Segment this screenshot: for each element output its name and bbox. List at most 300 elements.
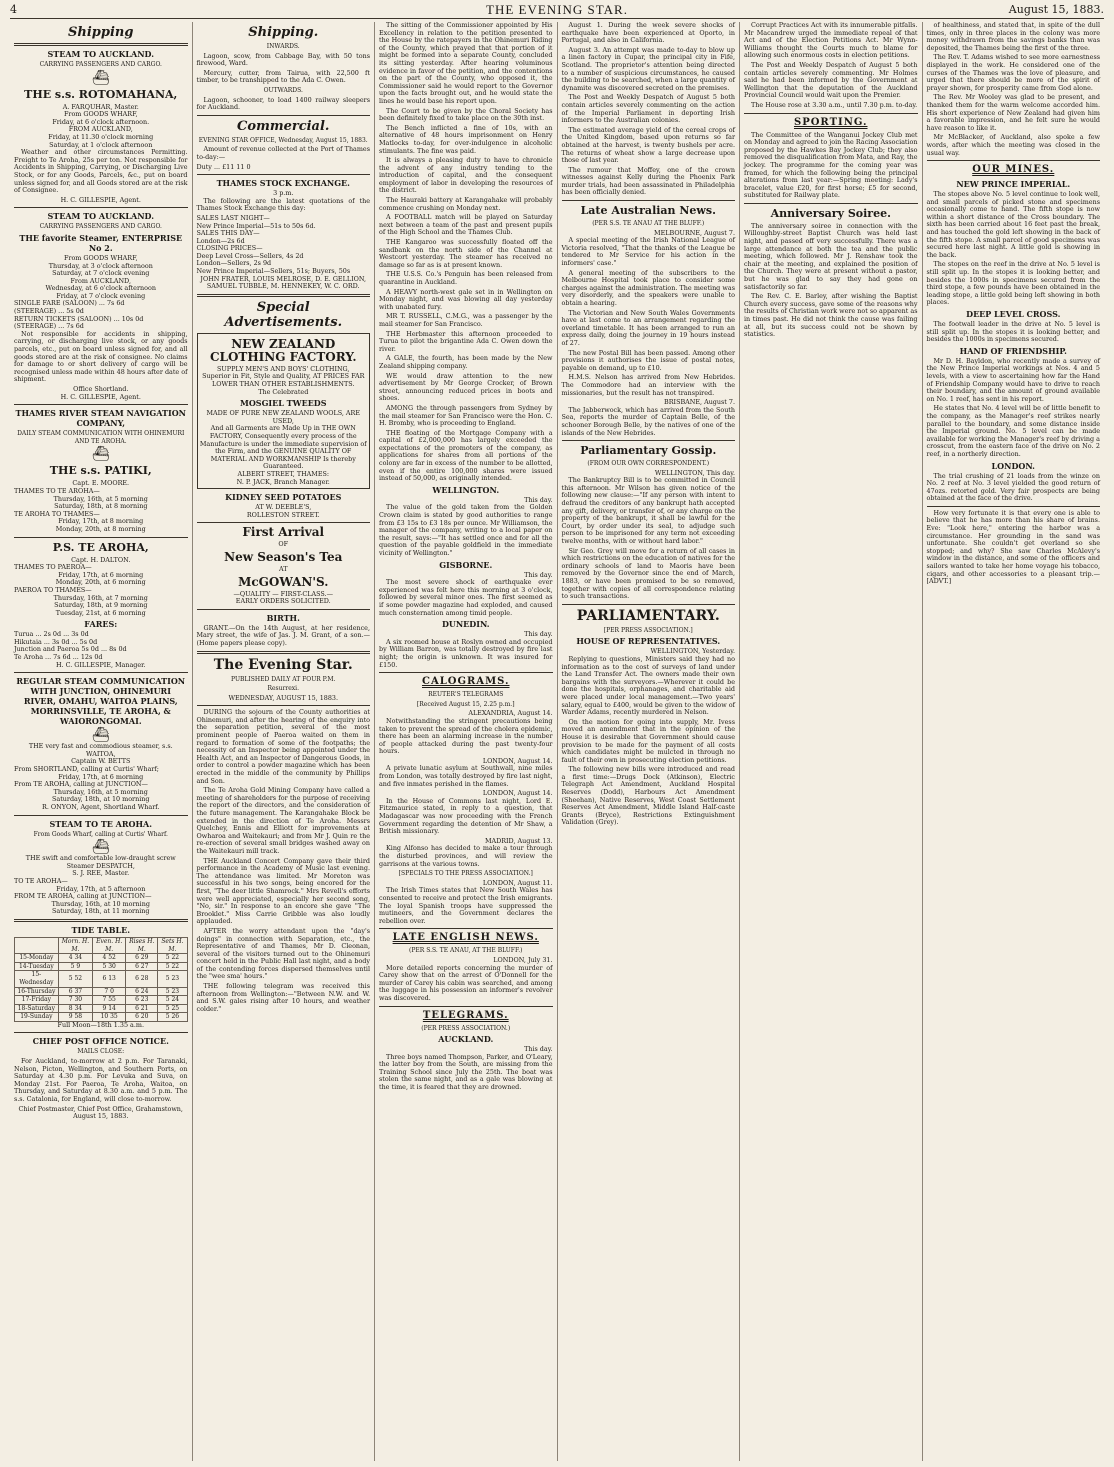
mine-heading: NEW PRINCE IMPERIAL. (956, 179, 1071, 190)
telegram-text: The value of the gold taken from the Golden Crown claim is stated by good authorities to range from £3 15s to £3 18s per ounce. Mr Williamson, the manager of the company, writing to a local paper on the result, says:—"It has settled once and for all the question of the payable goldfield in the immediate vicinity of Wellington." (379, 503, 553, 557)
article-text: The following new bills were introduced and read a first time:—Drugs Dock (Atkinson), Electric Telegraph Act Amendment, Auckland Hospital Reserves (Dodd), Harbours Act Amendment (Sheehan), Native Reserves, West Coast Settlement Reserves Act Amendment, Middle Island Half-caste Grants (Bryce), Restrictions Extinguishment Validation (Grey). (561, 765, 735, 827)
fare-line: Hikutaia ... 3s 0d ... 5s 0d (14, 637, 98, 646)
divider (14, 919, 188, 922)
telegram-text: Notwithstanding the stringent precautions being taken to prevent the spread of the cholera epidemic, there has been an alarming increase in the number of people attacked during the past twenty-four hours. (379, 716, 553, 756)
article-text: Lagoon, scow, from Cabbage Bay, with 50 tons firewood, Ward. (196, 51, 370, 68)
exchange-line: SALES THIS DAY— (196, 229, 260, 238)
divider (197, 651, 371, 654)
divider (562, 200, 736, 201)
table-cell: 6 28 (126, 971, 158, 987)
schedule-line: Thursday, 16th, at 5 morning (53, 494, 148, 503)
article-text: AMONG the through passengers from Sydney by the mail steamer for San Francisco were the Hon. C. H. Bromby, who is proceeding to England. (379, 403, 553, 428)
article-text: On the motion for going into supply, Mr. Ivess moved an amendment that in the opinion of the House it is desirable that Government should cause provision to be made for the payment of all costs which candidates might be mulcted in through no fault of their own in prosecuting election petitions. (561, 717, 735, 764)
section-heading-australian-news: Late Australian News. (580, 204, 716, 218)
divider (14, 43, 188, 46)
schedule-line: TO TE AROHA— (14, 876, 68, 885)
ad-tea-line: EARLY ORDERS SOLICITED. (235, 597, 331, 606)
exchange-line: SALES LAST NIGHT— (196, 213, 270, 222)
article-text: THE U.S.S. Co.'s Penguin has been released from quarantine in Auckland. (379, 270, 553, 286)
table-cell: 6 37 (58, 987, 92, 996)
divider (197, 522, 371, 523)
article-text: Mr D. H. Bayldon, who recently made a survey of the New Prince Imperial workings at Nos. 4 and 5 levels, with a view to ascertaining how far the Hand of Friendship Company would have to drive to reach their boundary, and the amount of ground available on No. 1 reef, has sent in his report. (926, 356, 1100, 403)
exchange-line: Deep Level Cross—Sellers, 4s 2d (196, 251, 304, 260)
article-text: The Committee of the Wanganui Jockey Club met on Monday and agreed to join the Racing Association proposed by the Hawkes Bay Jockey Club; they also removed the disqualification from Mata, and Ray, the jockey. The programme for the coming year was framed, for which the following being the principal alterations from last year:—Spring meeting: Lady's bracelet, value £20, for first horse; £5 for second, substituted for Railway plate. (744, 130, 918, 200)
fares-heading: FARES: (84, 619, 118, 630)
table-cell: 4 34 (58, 954, 92, 963)
article-text: THE Herbmaster this afternoon proceeded to Turua to pilot the brigantine Ada C. Owen down the river. (379, 329, 553, 353)
table-cell: 4 52 (93, 954, 126, 963)
telegram-text: The Irish Times states that New South Wales has consented to receive and protect the Irish emigrants. The loyal Spanish troops have suppressed the mutineers, and the Government declares the rebellion over. (379, 886, 553, 925)
article-text: August 1. During the week severe shocks of earthquake have been experienced at Oporto, in Portugal, and also in California. (561, 22, 735, 45)
section-heading-shipping: Shipping. (248, 25, 319, 40)
schedule-line: Saturday, 18th, at 11 morning (52, 907, 150, 916)
column-header: Rises H. M. (126, 937, 158, 953)
ship-name: P.S. TE AROHA, (52, 540, 149, 554)
ad-line: The Celebrated (258, 387, 309, 396)
post-notice-text: For Auckland, to-morrow at 2 p.m. For Taranaki, Nelson, Picton, Wellington, and Southern Ports, on Saturday at 4.30 p.m. For Levuka and Suva, on Monday 21st. For Paeroa, Te Aroha, Waitoa, on Thursday, and Saturday at 8.30 a.m. and 5 p.m. The s.s. Catalonia, for England, will close to-morrow. (14, 1057, 188, 1104)
table-row (15, 971, 188, 987)
dateline-day: This day. (524, 630, 553, 639)
birth-notice: GRANT.—On the 14th August, at her residence, Mary street, the wife of Jas. J. M. Grant, of a son.—(Home papers please copy). (196, 623, 370, 647)
divider (744, 203, 918, 204)
table-cell: 6 23 (126, 996, 158, 1005)
article-text: The Rev. Mr Wooley was glad to be present, and thanked them for the warm welcome accorded him. His short experience of New Zealand had given him a favorable impression, and he felt sure he would have reason to like it. (926, 93, 1100, 132)
dateline: ALEXANDRIA, August 14. (468, 709, 553, 718)
article-text: A HEAVY north-west gale set in in Wellington on Monday night, and was blowing all day yesterday with unabated fury. (379, 287, 553, 311)
schedule-line: Friday, at 11.30 o'clock morning (48, 132, 154, 141)
ship-master: A. FARQUHAR, Master. (62, 102, 139, 111)
dateline: DUNEDIN. (441, 619, 490, 630)
table-cell: 15-Monday (15, 954, 59, 963)
ad-line: AT W. DEEBLE'S, (255, 503, 312, 512)
table-cell: 6 13 (93, 971, 126, 987)
steamship-icon: ⛴ (91, 446, 110, 463)
schedule-line: From SHORTLAND, calling at Curtis' Wharf; (14, 765, 159, 774)
table-cell: 5 52 (58, 971, 92, 987)
table-cell: 6 27 (126, 962, 158, 971)
article-text: H.M.S. Nelson has arrived from New Hebrides. The Commodore had an interview with the missionaries, but the result has not transpired. (561, 373, 735, 397)
divider (14, 815, 188, 816)
table-cell: 6 20 (126, 1013, 158, 1022)
schedule-line: Saturday, 18th, at 8 morning (54, 502, 148, 511)
ship-name: THE very fast and commodious steamer, s.s. WAITOA, (28, 742, 173, 758)
schedule-line: Saturday, 18th, at 10 morning (52, 795, 150, 804)
paper-nameplate: The Evening Star. (213, 656, 353, 673)
ship-master: S. J. REE, Master. (72, 869, 130, 878)
ship-name: THE s.s. PATIKI, (49, 464, 152, 478)
fare-line: Turua ... 2s 0d ... 3s 0d (14, 630, 89, 639)
steamship-icon: ⛴ (91, 69, 110, 86)
schedule-line: Tuesday, 21st, at 6 morning (55, 608, 146, 617)
dateline: LONDON, July 31. (493, 955, 553, 964)
article-text: of healthiness, and stated that, in spite of the dull times, only in three places in the colony was more money withdrawn from the savings banks than was deposited, the Thames being the first of the three. (926, 22, 1100, 52)
dateline: BRISBANE, August 7. (664, 398, 735, 407)
article-text: The trial crushing of 21 loads from the winze on No. 2 reef at No. 3 level yielded the good return of 47ozs. retorted gold. Very fair prospects are being obtained at the face of the drive. (926, 471, 1100, 503)
ship-name: THE favorite Steamer, ENTERPRISE No 2. (19, 232, 183, 253)
divider (197, 115, 371, 116)
schedule-line: Monday, 20th, at 6 morning (55, 578, 146, 587)
table-cell: 15-Wednesday (15, 971, 59, 987)
dateline: LONDON, August 14. (482, 756, 553, 765)
exchange-line: London—2s 6d (196, 236, 245, 245)
calograms-source: REUTER'S TELEGRAMS (428, 691, 504, 699)
table-cell: 16-Thursday (15, 987, 59, 996)
fare-line: SINGLE FARE (SALOON) ... 7s 6d (14, 299, 125, 308)
brokers: JOHN FRATER, LOUIS MELROSE, D. E. GELLION, SAMUEL TUBBLE, M. HENNEKEY, W. C. ORD. (200, 274, 367, 291)
table-cell: 10 35 (93, 1013, 126, 1022)
schedule-line: From AUCKLAND, (70, 276, 131, 285)
section-heading-shipping: Shipping (68, 25, 134, 40)
ad-clothing-factory (197, 333, 371, 489)
schedule-line: Saturday, 18th, at 9 morning (54, 601, 148, 610)
dateline-day: This day. (524, 1045, 553, 1054)
ad-subtitle: CARRYING PASSENGERS AND CARGO. (39, 61, 162, 68)
schedule-line: Friday, at 6 o'clock afternoon. (52, 117, 150, 126)
table-cell: 5 25 (158, 1004, 187, 1013)
commercial-subtitle: EVENING STAR OFFICE, Wednesday, August 15, 1883. (198, 136, 368, 144)
dateline: MELBOURNE, August 7. (654, 228, 735, 237)
article-text: The new Postal Bill has been passed. Among other provisions it authorises the issue of postal notes, payable on demand, up to £10. (561, 348, 735, 372)
article-text: The estimated average yield of the cereal crops of the United Kingdom, based upon returns so far obtained at the harvest, is twenty bushels per acre. The returns of wheat show a large decrease upon those of last year. (561, 125, 735, 165)
schedule-line: Friday, at 7 o'clock evening (56, 291, 146, 300)
mine-heading: DEEP LEVEL CROSS. (966, 309, 1061, 319)
page-number: 4 (10, 3, 17, 16)
post-notice-signature: Chief Postmaster, Chief Post Office, Grahamstown, August 15, 1883. (18, 1104, 183, 1121)
table-cell: 5 22 (158, 962, 187, 971)
divider (744, 113, 918, 114)
telegram-text: In the House of Commons last night, Lord E. Fitzmaurice stated, in reply to a question, that Madagascar was now proceeding with the French Government regarding the detention of Mr Shaw, a British missionary. (379, 796, 553, 836)
column-header (15, 937, 59, 953)
dateline-day: This day. (524, 495, 553, 504)
table-cell: 14-Tuesday (15, 962, 59, 971)
exchange-time: 3 p.m. (273, 189, 294, 198)
article-text: The Victorian and New South Wales Governments have at last come to an arrangement regarding the overland timetable. It has been arranged to run an express daily, doing the journey in 19 hours instead of 27. (561, 308, 735, 347)
schedule-line: Monday, 20th, at 8 morning (55, 524, 146, 533)
issue-date: August 15, 1883. (1008, 3, 1104, 16)
ad-line: MADE OF PURE NEW ZEALAND WOOLS, ARE USED, (206, 409, 361, 425)
dateline: WELLINGTON, This day. (654, 468, 735, 477)
schedule-line: Thursday, 16th, at 5 morning (53, 787, 148, 796)
columns (10, 22, 1104, 1461)
divider (562, 604, 736, 605)
table-cell: 5 22 (158, 954, 187, 963)
schedule-line: FROM AUCKLAND, (68, 125, 133, 134)
table-cell: 8 34 (58, 1004, 92, 1013)
schedule-line: From GOODS WHARF, (63, 110, 138, 119)
birth-heading: BIRTH. (266, 612, 300, 623)
ad-potatoes: KIDNEY SEED POTATOES (225, 492, 342, 503)
house-heading: HOUSE OF REPRESENTATIVES. (576, 636, 721, 647)
ad-tea-line: First Arrival (242, 525, 325, 540)
schedule-line: Wednesday, at 6 o'clock afternoon (45, 284, 156, 293)
editorial-paragraph: AFTER the worry attendant upon the "day's doings" in connection with Separation, etc., the Representative of and Thames, Mr D. Cleonan, several of the visitors turned out to the Ohinemuri concert held in the Public Hall last night, and a body of the contending forces dispersed themselves until the "wee sma' hours." (196, 926, 370, 981)
ad-tea-line: New Season's Tea (224, 549, 343, 564)
ship-master: Capt. H. DALTON. (71, 555, 131, 564)
table-cell: 19-Sunday (15, 1013, 59, 1022)
article-text: The Rev. T. Adams wished to see more earnestness displayed in the work. He considered one of the curses of the Thames was the love of pleasure, and urged that there should be more of the spirit of prayer shown, for prosperity came from God alone. (926, 53, 1100, 92)
ad-subtitle: CARRYING PASSENGERS AND CARGO. (39, 223, 162, 231)
schedule-line: Thursday, at 3 o'clock afternoon (48, 261, 153, 270)
subheading-outwards: OUTWARDS. (263, 86, 303, 94)
dateline: MADRID, August 13. (484, 836, 553, 845)
article-text: The Hauraki battery at Karangahake will probably commence crushing on Monday next. (379, 196, 553, 212)
schedule-line: From GOODS WHARF, (63, 253, 138, 262)
article-text: The stopes above No. 5 level continue to look well, and small parcels of picked stone and specimens occasionally come to hand. The fifth stope is now within a short distance of the Cross boundary. The sixth has been carried about 16 feet past the break, and has touched the gold left showing in the back of the fifth stope. A small parcel of good specimens was secured here last night. A little gold is showing in the back. (926, 190, 1100, 259)
ad-subtitle: DAILY STEAM COMMUNICATION WITH OHINEMURI AND TE AROHA. (17, 430, 185, 445)
schedule-line: THAMES TO TE AROHA— (14, 486, 100, 495)
article-text: A special meeting of the Irish National League of Victoria resolved, "That the thanks of the League be tendered to Mr Service for his action in the informers' case." (561, 236, 735, 268)
schedule-line: From TE AROHA, calling at JUNCTION— (14, 780, 148, 789)
duty-line: Duty ... £11 11 0 (196, 162, 251, 171)
table-row (15, 987, 188, 996)
article-text: Lagoon, schooner, to load 1400 railway sleepers for Auckland. (196, 95, 370, 112)
section-heading-sporting: SPORTING. (793, 116, 868, 128)
column-header: Even. H. M. (93, 937, 126, 953)
schedule-line: Thursday, 16th, at 10 morning (51, 899, 150, 908)
australian-news-source: (PER S.S. TE ANAU AT THE BLUFF.) (592, 220, 705, 228)
article-text: The following are the latest quotations of the Thames Stock Exchange this day: (196, 196, 370, 213)
table-row (15, 962, 188, 971)
schedule-line: Thursday, 16th, at 7 morning (53, 593, 148, 602)
table-cell: 6 29 (126, 954, 158, 963)
divider (927, 506, 1101, 507)
divider (14, 672, 188, 673)
ad-title: STEAM TO AUCKLAND. (47, 211, 154, 222)
divider (927, 160, 1101, 161)
schedule-line: Saturday, at 7 o'clock evening (52, 269, 150, 278)
article-text: THE Kangaroo was successfully floated off the sandbank on the north side of the Channel at Westcort yesterday. The steamer has received no damage so far as is at present known. (379, 238, 553, 269)
ad-line: MOSGIEL TWEEDS (239, 398, 327, 409)
mine-heading: LONDON. (991, 460, 1035, 471)
exchange-line: New Prince Imperial—Sellers, 51s; Buyers, 50s (196, 267, 351, 276)
ad-agent: H. C. GILLESPIE, Manager. (55, 660, 146, 669)
table-cell: 5 26 (158, 1013, 187, 1022)
article-text: Amount of revenue collected at the Port of Thames to-day:— (196, 145, 370, 161)
late-news-source: (PER S.S. TE ANAU, AT THE BLUFF.) (409, 947, 523, 955)
article-text: Mercury, cutter, from Tairua, with 22,500 ft timber, to be transhipped to the Ada C. Owen. (196, 68, 370, 85)
tide-moon-note: Full Moon—18th 1.35 a.m. (57, 1020, 144, 1029)
telegram-text: King Alfonso has decided to make a tour through the disturbed provinces, and will review the garrisons at the various towns. (379, 844, 553, 868)
schedule-line: TE AROHA TO THAMES— (14, 509, 100, 518)
ad-subtitle: From Goods Wharf, calling at Curtis' Wharf. (33, 830, 168, 838)
ad-line: SUPPLY MEN'S AND BOYS' CLOTHING, (217, 364, 350, 373)
table-cell: 7 0 (93, 987, 126, 996)
telegrams-source: (PER PRESS ASSOCIATION.) (421, 1024, 511, 1032)
calograms-received: [Received August 15, 2.25 p.m.] (416, 700, 515, 708)
schedule-line: Friday, 17th, at 5 afternoon (56, 884, 146, 893)
column-3 (375, 22, 558, 1461)
ship-name: THE swift and comfortable low-draught screw Steamer DESPATCH, (25, 854, 176, 870)
ad-title: STEAM TO TE AROHA. (49, 818, 153, 829)
ad-tea-line: AT (278, 564, 288, 573)
editorial-paragraph: THE following telegram was received this afternoon from Wellington:—"Between N.W. and W. and S.W. gales rising after 10 hours, and weather colder." (196, 982, 370, 1013)
editorial-paragraph: DURING the sojourn of the County authorities at Ohinemuri, and after the hearing of the enquiry into the separation petition, several of the most prominent people of Paeroa waited on them in regard to formation of some of the footpaths; the necessity of an Inspector being appointed under the Health Act, and an Inspector of Dangerous Goods, in order to control a powder magazine which has been erected in the middle of the community by Phillips and Son. (196, 708, 370, 785)
ship-name: THE s.s. ROTOMAHANA, (24, 87, 178, 101)
article-text: A general meeting of the subscribers to the Melbourne Hospital took place to consider some charges against the administration. The meeting was very disorderly, and the speakers were unable to obtain a hearing. (561, 268, 735, 307)
paper-subtitle: PUBLISHED DAILY AT FOUR P.M. (231, 675, 336, 683)
ship-master: Capt. E. MOORE. (72, 479, 130, 488)
article-text: The Rev. C. E. Barley, after wishing the Baptist Church every success, gave some of the reasons why the results of Christian work were not so apparent as in times past. He did not think the cause was failing at all, but its success could not be shown by statistics. (744, 292, 918, 339)
article-text: WE would draw attention to the new advertisement by Mr George Crocker, of Brown street, announcing reduced prices in boots and shoes. (379, 371, 553, 403)
schedule-line: Friday, 17th, at 8 morning (58, 517, 144, 526)
article-text: THE floating of the Mortgage Company with a capital of £2,000,000 has largely exceeded the expectations of the promoters of the company, as applications for shares from all portions of the colony are far in excess of the number to be allotted, even if the entire 100,000 shares were issued instead of 50,000, as originally intended. (379, 428, 553, 483)
post-notice-title: CHIEF POST OFFICE NOTICE. (32, 1036, 169, 1047)
gossip-source: (FROM OUR OWN CORRESPONDENT.) (587, 460, 710, 468)
parliamentary-source: [PER PRESS ASSOCIATION.] (603, 626, 693, 634)
ad-agent: R. ONYON, Agent, Shortland Wharf. (42, 803, 160, 811)
table-cell: 5 9 (58, 962, 92, 971)
article-text: The Post and Weekly Despatch of August 5 both contain articles severely commenting on the action of the Imperial Parliament in deporting Irish informers to the Australian colonies. (561, 93, 735, 125)
section-heading-telegrams: TELEGRAMS. (422, 1009, 509, 1021)
schedule-line: Saturday, at 1 o'clock afternoon (49, 140, 153, 149)
article-text: A FOOTBALL match will be played on Saturday next between a team of the past and present pupils of the High School and the Thames Club. (379, 213, 553, 237)
article-text: A GALE, the fourth, has been made by the New Zealand shipping company. (379, 354, 553, 370)
article-text: The Jabberwock, which has arrived from the South Sea, reports the murder of Captain Belle, of the schooner Borough Belle, by the natives of one of the islands of the New Hebrides. (561, 405, 735, 437)
section-heading-parliamentary: PARLIAMENTARY. (576, 607, 720, 624)
schedule-line: Friday, 17th, at 6 morning (58, 570, 144, 579)
table-cell: 7 55 (93, 996, 126, 1005)
dateline: GISBORNE. (439, 559, 493, 570)
article-text: The Bankruptcy Bill is to be committed in Council this afternoon. Mr Wilson has given notice of the following new clause:—"If any person with intent to defraud the creditors of any bankrupt hath accepted any gift, delivery, or transfer of, or any charge on the property of the bankrupt, it shall be lawful for the Court, by order under its seal, to adjudge such person to be imprisoned for any term not exceeding twelve months, with or without hard labor." (561, 476, 735, 546)
article-text: The footwall leader in the drive at No. 5 level is still split up. In the stopes it is looking better, and besides the 1000s in specimens secured. (926, 320, 1100, 344)
section-heading-late-news: LATE ENGLISH NEWS. (392, 932, 539, 944)
article-text: The rumour that Moffey, one of the crown witnesses against Kelly during the Phoenix Park murder trials, had been assassinated in Philadelphia has been officially denied. (561, 165, 735, 197)
ship-master: Captain W. BETTS (71, 757, 131, 766)
ad-agent: H. C. GILLESPIE, Agent. (60, 392, 141, 401)
divider (14, 537, 188, 538)
article-text: The anniversary soiree in connection with the Willoughby-street Baptist Church was held last night, and passed off very successfully. There was a large attendance at both the tea and the public meeting, which followed. Mr J. Renshaw took the chair at the meeting, and explained the position of the Church. They were at present without a pastor, but he was glad to say they had gone on satisfactorily so far. (744, 221, 918, 291)
article-text: MR T. RUSSELL, C.M.G., was a passenger by the mail steamer for San Francisco. (379, 312, 553, 328)
paper-motto: Resurrexi. (267, 685, 299, 693)
table-cell: 7 30 (58, 996, 92, 1005)
schedule-line: PAEROA TO THAMES— (14, 585, 92, 594)
telegram-text: More detailed reports concerning the murder of Carey show that on the arrest of O'Donnell for the murder of Carey his cabin was searched, and among the luggage in his possession an informer's revolver was discovered. (379, 963, 553, 1002)
section-heading-our-mines: OUR MINES. (972, 164, 1055, 176)
ad-title: THAMES RIVER STEAM NAVIGATION COMPANY, (15, 408, 186, 429)
divider (562, 440, 736, 441)
dateline: LONDON, August 11. (482, 878, 553, 887)
telegram-text: A private lunatic asylum at Southwall, nine miles from London, was totally destroyed by fire last night, and five inmates perished in the flames. (379, 764, 553, 788)
dateline-day: This day. (524, 570, 553, 579)
steamship-icon: ⛴ (91, 839, 110, 856)
editorial-paragraph: THE Auckland Concert Company gave their third performance in the Academy of Music last evening. The attendance was limited. Mr Moreton was successful in his two songs, being encored for the first, "The deer little Shamrock." Mrs Revell's efforts were well appreciated, especially her second song, "No, sir." In response to an encore she gave "The Brooklet." Miss Carrie Gribble was also loudly applauded. (196, 856, 370, 926)
ad-line: And all Garments are Made Up in THE OWN FACTORY, Consequently every process of the Manufacture is under the immediate supervision of the Firm, and the GENUINE QUALITY OF MATERIAL AND WORKMANSHIP Is thereby Guaranteed. (199, 424, 367, 471)
dateline: LONDON, August 14. (482, 789, 553, 798)
article-text: The Bench inflicted a fine of 10s, with an alternative of 48 hours imprisonment on Henry Matlocks to-day, for over-indulgence in alcoholic stimulants. The fine was paid. (379, 123, 553, 155)
ad-address: ALBERT STREET, THAMES: (237, 469, 330, 478)
table-row (15, 1004, 188, 1013)
mine-heading: HAND OF FRIENDSHIP. (959, 345, 1067, 356)
steamship-icon: ⛴ (91, 727, 110, 744)
fare-line: RETURN TICKETS (SALOON) ... 10s 0d (14, 314, 144, 323)
table-row (15, 954, 188, 963)
divider (14, 1032, 188, 1033)
article-text: Replying to questions, Ministers said they had no information as to the cost of surveys of land under the Land Transfer Act. The owners made their own bargains with the surveyors.—Wherever it could be done the hospitals, orphanages, and charitable aid were placed under local management.—Two years' salary, equal to £400, would be given to the widow of Warder Adams, recently murdered in Nelson. (561, 654, 735, 717)
paper-date: WEDNESDAY, AUGUST 15, 1883. (228, 693, 339, 702)
column-1 (10, 22, 193, 1461)
dateline: WELLINGTON. (432, 484, 500, 495)
article-text: Corrupt Practices Act with its innumerable pitfalls. Mr Macandrew urged the immediate repeal of that Act and of the Election Petitions Act. Mr Wynn-Williams thought the Courts much to blame for allowing such enormous costs in election petitions. (744, 22, 918, 60)
exchange-heading: THAMES STOCK EXCHANGE. (216, 178, 350, 189)
table-cell: 9 58 (58, 1013, 92, 1022)
section-heading-parliamentary-gossip: Parliamentary Gossip. (580, 444, 717, 458)
exchange-line: New Prince Imperial—51s to 50s 6d. (196, 221, 316, 230)
schedule-line: FROM TE AROHA, calling at JUNCTION— (14, 892, 152, 901)
telegram-text: The most severe shock of earthquake ever experienced was felt here this morning at 3 o'clock, followed by several minor ones. The first seemed as if some powder magazine had exploded, and caused much consternation among timid people. (379, 578, 553, 617)
divider (14, 207, 188, 208)
divider (197, 705, 371, 706)
table-cell: 6 21 (126, 1004, 158, 1013)
ad-address: ROLLESTON STREET. (246, 510, 320, 519)
ad-agent: H. C. GILLESPIE, Agent. (60, 195, 141, 204)
column-6 (923, 22, 1105, 1461)
article-text: August 3. An attempt was made to-day to blow up a linen factory in Cupar, the principal city in Fife, Scotland. The proprietor's attention being directed to a number of suspicious circumstances, he caused the building to be searched, when a large quantity of dynamite was discovered secreted on the premises. (561, 45, 735, 92)
ad-tea-line: —QUALITY — FIRST-CLASS.— (233, 589, 333, 598)
dateline: WELLINGTON, Yesterday. (650, 647, 735, 656)
newspaper-title: THE EVENING STAR. (486, 2, 628, 17)
divider (197, 294, 371, 297)
telegram-text: Three boys named Thompson, Parker, and O'Leary, the latter boy from the South, are missing from the Training School since July the 25th. The boat was stolen the same night, and as a gale was blowing at the time, it is feared that they are drowned. (379, 1052, 553, 1092)
article-text: The Court to be given by the Choral Society has been definitely fixed to take place on the 30th inst. (379, 106, 553, 123)
table-cell: 6 24 (126, 987, 158, 996)
divider (379, 1006, 553, 1007)
column-header: Sets H. M. (158, 937, 187, 953)
ad-title: STEAM TO AUCKLAND. (47, 49, 154, 59)
fare-line: (STEERAGE) ... 5s 0d (14, 307, 84, 316)
article-text: How very fortunate it is that every one is able to believe that he has more than his share of brains. Eve: "Look here," entering the harbor was a circumstance. Her grounding in the sand was unfortunate. She couldn't get overland so she stopped; and why? She saw Charles McAlevy's window in the distance, and some of the officers and sailors wanted to take her home voyage his tobacco, cigars, and other accessories to a pleasant trip.—[ADVT.] (926, 508, 1100, 586)
table-cell: 17-Friday (15, 996, 59, 1005)
article-text: The House rose at 3.30 a.m., until 7.30 p.m. to-day. (751, 100, 918, 109)
ad-headline: NEW ZEALAND CLOTHING FACTORY. (209, 336, 357, 364)
table-cell: 9 14 (93, 1004, 126, 1013)
ad-tea-line: McGOWAN'S. (238, 574, 329, 589)
article-text: Sir Geo. Grey will move for a return of all cases in which restrictions on the education of natives for the ordinary schools of land to Maoris have been removed by the Governor since the end of March, 1883, or have been promised to be so removed, together with copies of all correspondence relating to such transactions. (561, 546, 735, 601)
article-text: Mr McBlacker, of Auckland, also spoke a few words, after which the meeting was closed in the usual way. (926, 133, 1100, 157)
fare-line: Junction and Paeroa 5s 0d ... 8s 0d (14, 645, 127, 654)
table-cell: 5 30 (93, 962, 126, 971)
ad-office: Office Shortland. (73, 385, 129, 393)
tide-table (14, 937, 188, 1022)
table-header-row (15, 937, 188, 953)
specials-note: [SPECIALS TO THE PRESS ASSOCIATION.] (398, 870, 533, 878)
subheading-inwards: INWARDS. (266, 43, 300, 50)
table-cell: 5 23 (158, 971, 187, 987)
exchange-line: London—Sellers, 2s 9d (196, 259, 272, 268)
ad-notice: Weather and other circumstances Permitting. Freight to Te Aroha, 25s per ton. Not responsible for Accidents in Shipping, Carrying, or Discharging Live Stock, or for any Goods, Parcels, &c., put on board unless signed for, and all Goods stored are at the risk of Consignee. (14, 148, 188, 195)
section-heading-calograms: CALOGRAMS. (422, 676, 510, 688)
tide-table-title: TIDE TABLE. (71, 924, 130, 935)
divider (379, 928, 553, 929)
exchange-line: CLOSING PRICES— (196, 244, 263, 253)
article-text: It is always a pleasing duty to have to chronicle the advent of any industry tending to the introduction of capital, and the consequent employment of labor in developing the resources of the district. (379, 156, 553, 195)
article-text: The Post and Weekly Despatch of August 5 both contain articles severely commenting. Mr Holmes said he had been informed by the Government at Wellington that the deputation of the Auckland Provincial Council would wait upon the Premier. (744, 60, 918, 100)
article-text: He states that No. 4 level will be of little benefit to the company, as the Manager's reef strikes nearly parallel to the boundary, and some distance inside the Imperial ground. No. 5 level can be made available for working the Manager's reef by driving a crosscut, from the eastern face of the drive on No. 2 reef, in a northerly direction. (926, 404, 1100, 458)
ad-title: REGULAR STEAM COMMUNICATION WITH JUNCTION, OHINEMURI RIVER, OMAHU, WAITOA PLAINS, MORRINSVILLE, TE AROHA, & WAIORONGOMAI. (16, 676, 186, 727)
column-4 (558, 22, 741, 1461)
table-cell: 5 24 (158, 996, 187, 1005)
ad-notice: Not responsible for accidents in shipping, carrying, or discharging live stock, or any goods parcels, etc., put on board unless signed for, and all goods stored are at the risk of consignee. No claims for damage to or short delivery of cargo will be recognised unless made within 48 hours after date of shipment. (14, 329, 188, 384)
editorial-paragraph: The Te Aroha Gold Mining Company have called a meeting of shareholders for the purpose of receiving the report of the directors, and the consideration of the future management. The Karangahake Block be extended in the direction of Te Aroha. Messrs Quelchey, Ennis and Elliott for improvements at Owharoa and Waitekauri; and from Mr J. Quin re the re-erection of several small bridges washed away on the Waitekauri mill track. (196, 786, 370, 855)
dateline: AUCKLAND. (438, 1034, 494, 1045)
divider (14, 404, 188, 405)
divider (197, 174, 371, 175)
column-5 (740, 22, 923, 1461)
section-heading-special-ads: Special Advertisements. (224, 299, 343, 330)
table-cell: 5 23 (158, 987, 187, 996)
column-2 (193, 22, 376, 1461)
table-row (15, 996, 188, 1005)
ad-tea-line: OF (278, 540, 289, 549)
